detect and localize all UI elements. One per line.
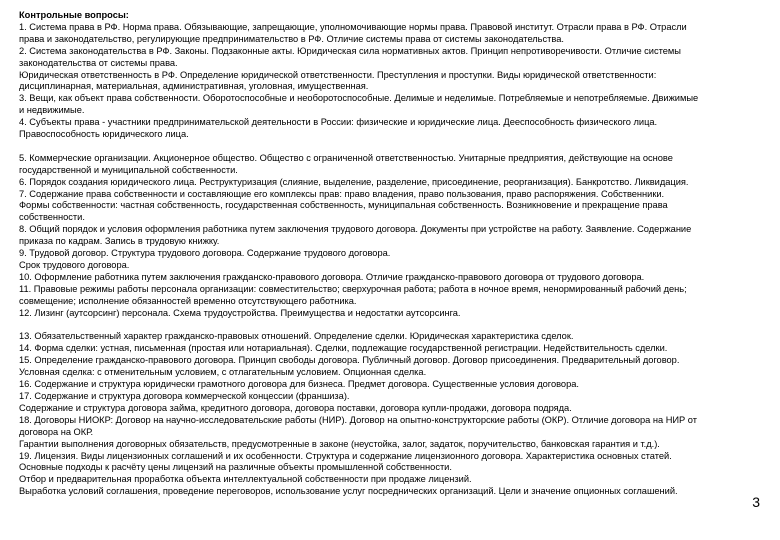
question-line: 17. Содержание и структура договора коммерческой концессии (франшиза). (19, 390, 350, 401)
section-gap (19, 141, 761, 153)
question-line: собственности. (19, 212, 85, 223)
question-line: Гарантии выполнения договорных обязательств, предусмотренные в законе (неустойка, залог, задаток, поручительство, банковская гарантия и т.д.). (19, 438, 660, 449)
question-line: 12. Лизинг (аутсорсинг) персонала. Схема трудоустройства. Преимущества и недостатки аутсорсинга. (19, 307, 461, 318)
question-line: государственной и муниципальной собственности. (19, 164, 238, 175)
question-line: Правоспособность юридического лица. (19, 129, 189, 140)
question-line: дисциплинарная, материальная, административная, уголовная, имущественная. (19, 81, 369, 92)
question-line: Отбор и предварительная проработка объекта интеллектуальной собственности при продаже лицензий. (19, 474, 472, 485)
question-line: 6. Порядок создания юридического лица. Реструктуризация (слияние, выделение, разделение, присоединение, реорганизация). Банкротство. Ликвидация. (19, 176, 689, 187)
question-line: приказа по кадрам. Запись в трудовую книжку. (19, 236, 220, 247)
question-line: 2. Система законодательства в РФ. Законы. Подзаконные акты. Юридическая сила нормативных актов. Принцип непротиворечивости. Отличие системы (19, 45, 681, 56)
question-line: Выработка условий соглашения, проведение переговоров, использование услуг посреднических организаций. Цели и значение опционных соглашений. (19, 486, 678, 497)
question-line: 9. Трудовой договор. Структура трудового договора. Содержание трудового договора. (19, 248, 391, 259)
question-line: 13. Обязательственный характер гражданско-правовых отношений. Определение сделки. Юридическая характеристика сделок. (19, 331, 574, 342)
question-line: 15. Определение гражданско-правового договора. Принцип свободы договора. Публичный договор. Договор присоединения. Предварительный договор. (19, 355, 680, 366)
question-line: 4. Субъекты права - участники предпринимательской деятельности в России: физические и юридические лица. Дееспособность физического лица. (19, 117, 658, 128)
question-line: и недвижимые. (19, 105, 85, 116)
question-line: 7. Содержание права собственности и составляющие его комплексы прав: право владения, право пользования, право распоряжения. Собственники. (19, 188, 665, 199)
question-line: 11. Правовые режимы работы персонала организации: совместительство; сверхурочная работа; работа в ночное время, ненормированный рабочий день; (19, 283, 687, 294)
question-line: права и законодательство, регулирующие предпринимательство в РФ. Отличие системы права от системы законодательства. (19, 33, 564, 44)
question-line: Основные подходы к расчёту цены лицензий на различные объекты промышленной собственности. (19, 462, 452, 473)
question-line: 3. Вещи, как объект права собственности. Оборотоспособные и необоротоспособные. Делимые и неделимые. Потребляемые и непотребляемые. Движимые (19, 93, 699, 104)
question-line: Формы собственности: частная собственность, государственная собственность, муниципальная собственность. Возникновение и прекращение права (19, 200, 668, 211)
section-gap (19, 320, 761, 332)
questions-list (19, 22, 761, 498)
page-number: 3 (752, 494, 760, 510)
question-line: 8. Общий порядок и условия оформления работника путем заключения трудового договора. Документы при устройстве на работу. Заявление. Содержание (19, 224, 692, 235)
question-line: 19. Лицензия. Виды лицензионных соглашений и их особенности. Структура и содержание лицензионного договора. Характеристика основных статей. (19, 450, 672, 461)
question-line: Юридическая ответственность в РФ. Определение юридической ответственности. Преступления и проступки. Виды юридической ответственности: (19, 69, 657, 80)
question-line: договора на ОКР. (19, 426, 94, 437)
slide-content (19, 10, 761, 498)
question-line: Условная сделка: с отменительным условием, с отлагательным условием. Опционная сделка. (19, 367, 427, 378)
page-title: Контрольные вопросы: (19, 10, 129, 20)
question-line: совмещение; исполнение обязанностей временно отсутствующего работника. (19, 295, 357, 306)
question-line: 10. Оформление работника путем заключения гражданско-правового договора. Отличие гражданско-правового договора от трудового договора. (19, 271, 645, 282)
question-line: Содержание и структура договора займа, кредитного договора, договора поставки, договора купли-продажи, договора подряда. (19, 402, 572, 413)
question-line: 14. Форма сделки: устная, письменная (простая или нотариальная). Сделки, подлежащие государственной регистрации. Недействительность сделки. (19, 343, 668, 354)
question-line: 16. Содержание и структура юридически грамотного договора для бизнеса. Предмет договора. Существенные условия договора. (19, 379, 579, 390)
question-line: 5. Коммерческие организации. Акционерное общество. Общество с ограниченной ответственностью. Унитарные предприятия, действующие на основе (19, 152, 673, 163)
question-line: 1. Система права в РФ. Норма права. Обязывающие, запрещающие, уполномочивающие нормы права. Правовой институт. Отрасли права в РФ. Отрасли (19, 21, 687, 32)
question-line: законодательства от системы права. (19, 57, 178, 68)
question-line: Срок трудового договора. (19, 260, 130, 271)
question-line: 18. Договоры НИОКР: Договор на научно-исследовательские работы (НИР). Договор на опытно-конструкторские работы (ОКР). Отличие договора на НИР от (19, 414, 697, 425)
